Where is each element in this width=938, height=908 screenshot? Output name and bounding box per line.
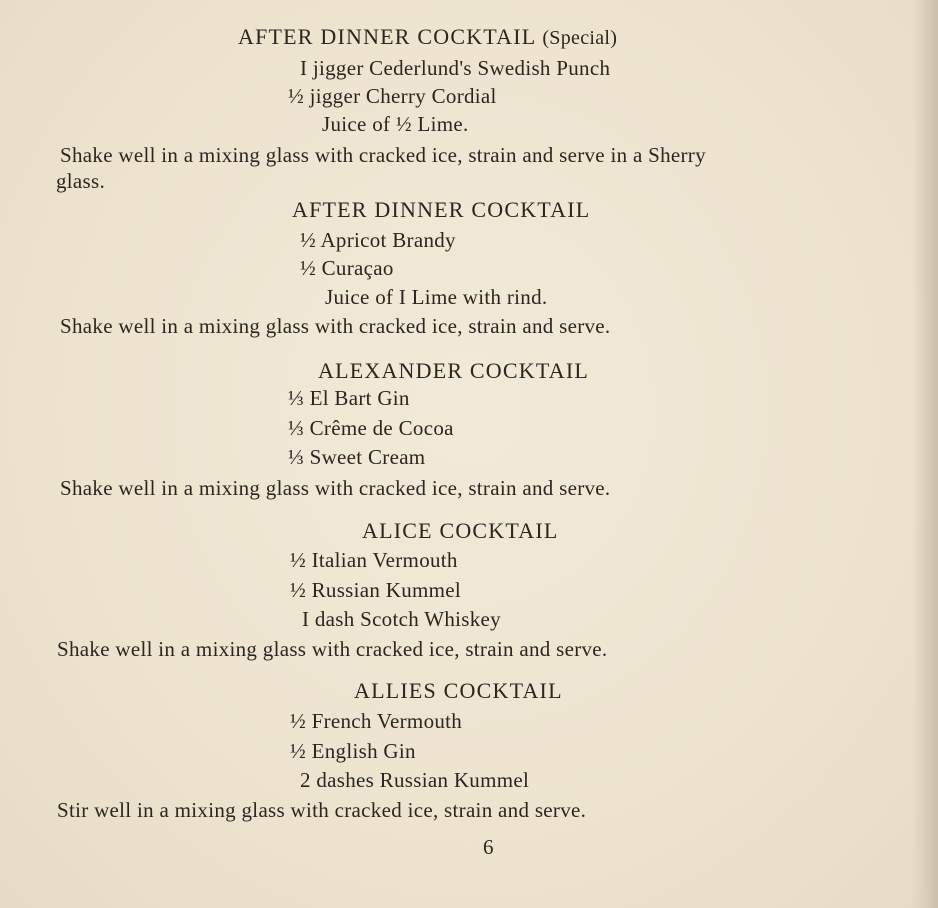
recipe-subtitle: (Special) [542,27,618,49]
ingredient: 2 dashes Russian Kummel [300,768,530,792]
ingredient: I jigger Cederlund's Swedish Punch [300,56,611,80]
method-text: Shake well in a mixing glass with cracked ice, strain and serve. [60,476,611,500]
method-text: Stir well in a mixing glass with cracked ice, strain and serve. [57,798,587,822]
ingredient: ½ English Gin [290,739,416,763]
ingredient: ½ Apricot Brandy [300,228,456,252]
ingredient: ⅓ Sweet Cream [288,445,426,469]
ingredient: ½ French Vermouth [290,709,463,733]
page-number: 6 [483,835,494,859]
method-text: Shake well in a mixing glass with cracked ice, strain and serve in a Sherry [60,143,706,167]
recipe-title: ALICE COCKTAIL [362,518,559,543]
ingredient: I dash Scotch Whiskey [302,607,501,631]
ingredient: ½ Curaçao [300,256,394,280]
ingredient: ½ Russian Kummel [290,578,462,602]
ingredient: ⅓ Crême de Cocoa [288,416,454,440]
ingredient: Juice of I Lime with rind. [325,285,548,309]
recipe-title: AFTER DINNER COCKTAIL (Special) [238,24,618,49]
recipe-title: ALLIES COCKTAIL [354,678,563,703]
method-text-continued: glass. [56,169,106,193]
ingredient: ½ Italian Vermouth [290,548,458,572]
ingredient: ⅓ El Bart Gin [288,386,410,410]
recipe-title: ALEXANDER COCKTAIL [318,358,589,383]
method-text: Shake well in a mixing glass with cracked ice, strain and serve. [57,637,608,661]
ingredient: ½ jigger Cherry Cordial [288,84,497,108]
page-fold-shadow [912,0,938,908]
recipe-title: AFTER DINNER COCKTAIL [292,197,591,222]
method-text: Shake well in a mixing glass with cracked ice, strain and serve. [60,314,611,338]
ingredient: Juice of ½ Lime. [322,112,469,136]
